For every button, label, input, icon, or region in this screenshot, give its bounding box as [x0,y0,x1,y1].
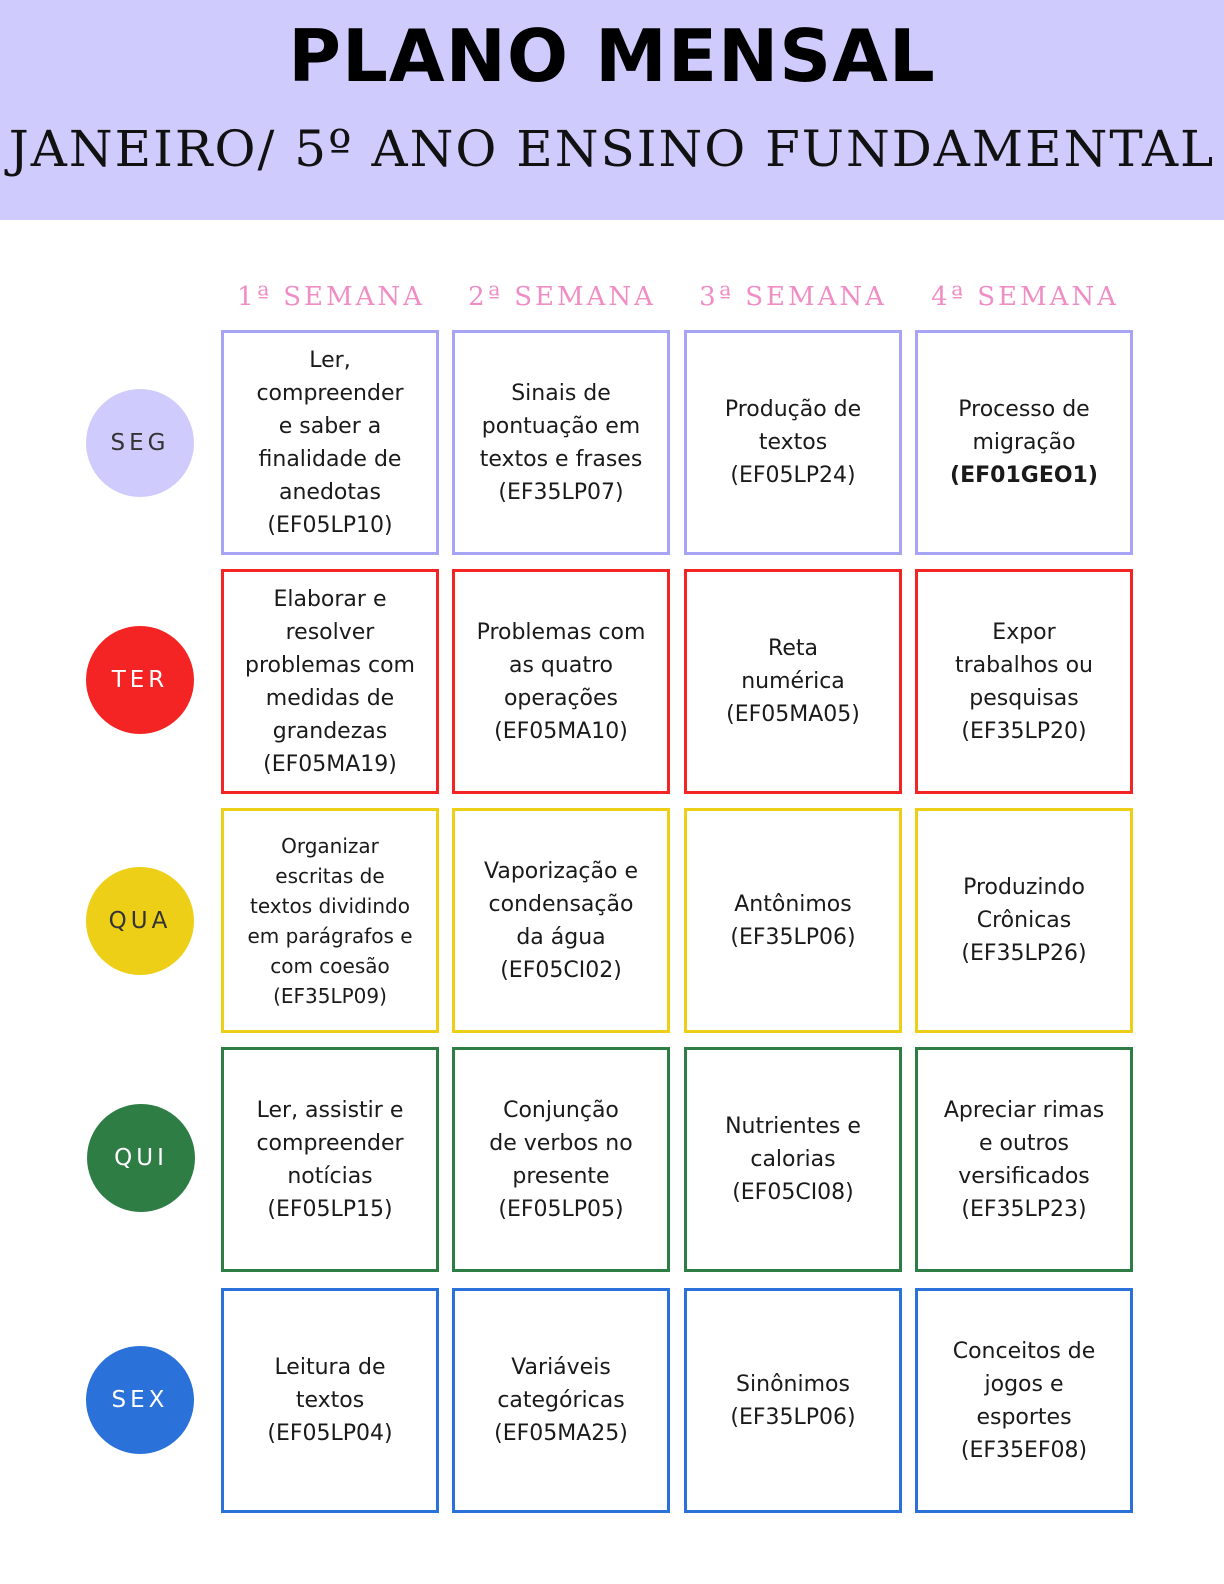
week-label-2: 2ª SEMANA [468,282,656,312]
page-title: PLANO MENSAL [288,14,936,98]
cell-text: Variáveis categóricas (EF05MA25) [494,1355,628,1446]
cell-text: Elaborar e resolver problemas com medidas de grandezas (EF05MA19) [245,586,415,777]
cell-text [950,393,1098,492]
cell-text: Organizar escritas de textos dividindo em parágrafos e com coesão (EF35LP09) [247,833,413,1008]
cell-text-main: Processo de migração [958,397,1090,455]
cell-code-bold: (EF01GEO1) [950,463,1098,488]
plan-cell [915,1288,1133,1513]
cell-text: Reta numérica (EF05MA05) [726,636,860,727]
cell-text: Leitura de textos (EF05LP04) [267,1355,393,1446]
header-banner [0,0,1224,220]
day-circle-qua: QUA [86,867,194,975]
cell-text: Sinônimos (EF35LP06) [730,1371,856,1430]
day-circle-qui: QUI [87,1104,195,1212]
week-label-3: 3ª SEMANA [699,282,887,312]
cell-text: Nutrientes e calorias (EF05CI08) [725,1114,861,1205]
plan-cell [684,330,902,555]
plan-cell [915,808,1133,1033]
cell-text: Produção de textos (EF05LP24) [724,397,862,488]
page-subtitle: JANEIRO/ 5º ANO ENSINO FUNDAMENTAL [8,120,1216,178]
plan-cell [221,808,439,1033]
cell-text: Produzindo Crônicas (EF35LP26) [961,875,1087,966]
week-label-1: 1ª SEMANA [237,282,425,312]
plan-cell [452,1288,670,1513]
plan-cell [221,1288,439,1513]
cell-text: Ler, compreender e saber a finalidade de anedotas (EF05LP10) [256,347,404,538]
plan-cell [452,808,670,1033]
plan-cell [684,1288,902,1513]
plan-cell [915,569,1133,794]
cell-text: Conjunção de verbos no presente (EF05LP05) [489,1097,633,1222]
day-circle-ter: TER [86,626,194,734]
plan-cell [684,808,902,1033]
plan-cell [915,330,1133,555]
plan-cell [221,569,439,794]
plan-cell [452,1047,670,1272]
plan-cell [452,569,670,794]
cell-text: Antônimos (EF35LP06) [730,891,856,950]
cell-text: Problemas com as quatro operações (EF05MA10) [476,619,646,744]
day-circle-seg: SEG [86,389,194,497]
plan-cell [452,330,670,555]
cell-text: Expor trabalhos ou pesquisas (EF35LP20) [955,619,1093,744]
cell-text: Ler, assistir e compreender notícias (EF05LP15) [256,1097,404,1222]
plan-cell [915,1047,1133,1272]
cell-text: Apreciar rimas e outros versificados (EF35LP23) [943,1097,1105,1222]
cell-text: Vaporização e condensação da água (EF05CI02) [484,858,638,983]
plan-cell [221,330,439,555]
cell-text: Conceitos de jogos e esportes (EF35EF08) [952,1338,1096,1463]
plan-cell [684,1047,902,1272]
week-label-4: 4ª SEMANA [931,282,1119,312]
cell-text: Sinais de pontuação em textos e frases (EF35LP07) [479,380,643,505]
plan-cell [221,1047,439,1272]
day-circle-sex: SEX [86,1346,194,1454]
plan-cell [684,569,902,794]
